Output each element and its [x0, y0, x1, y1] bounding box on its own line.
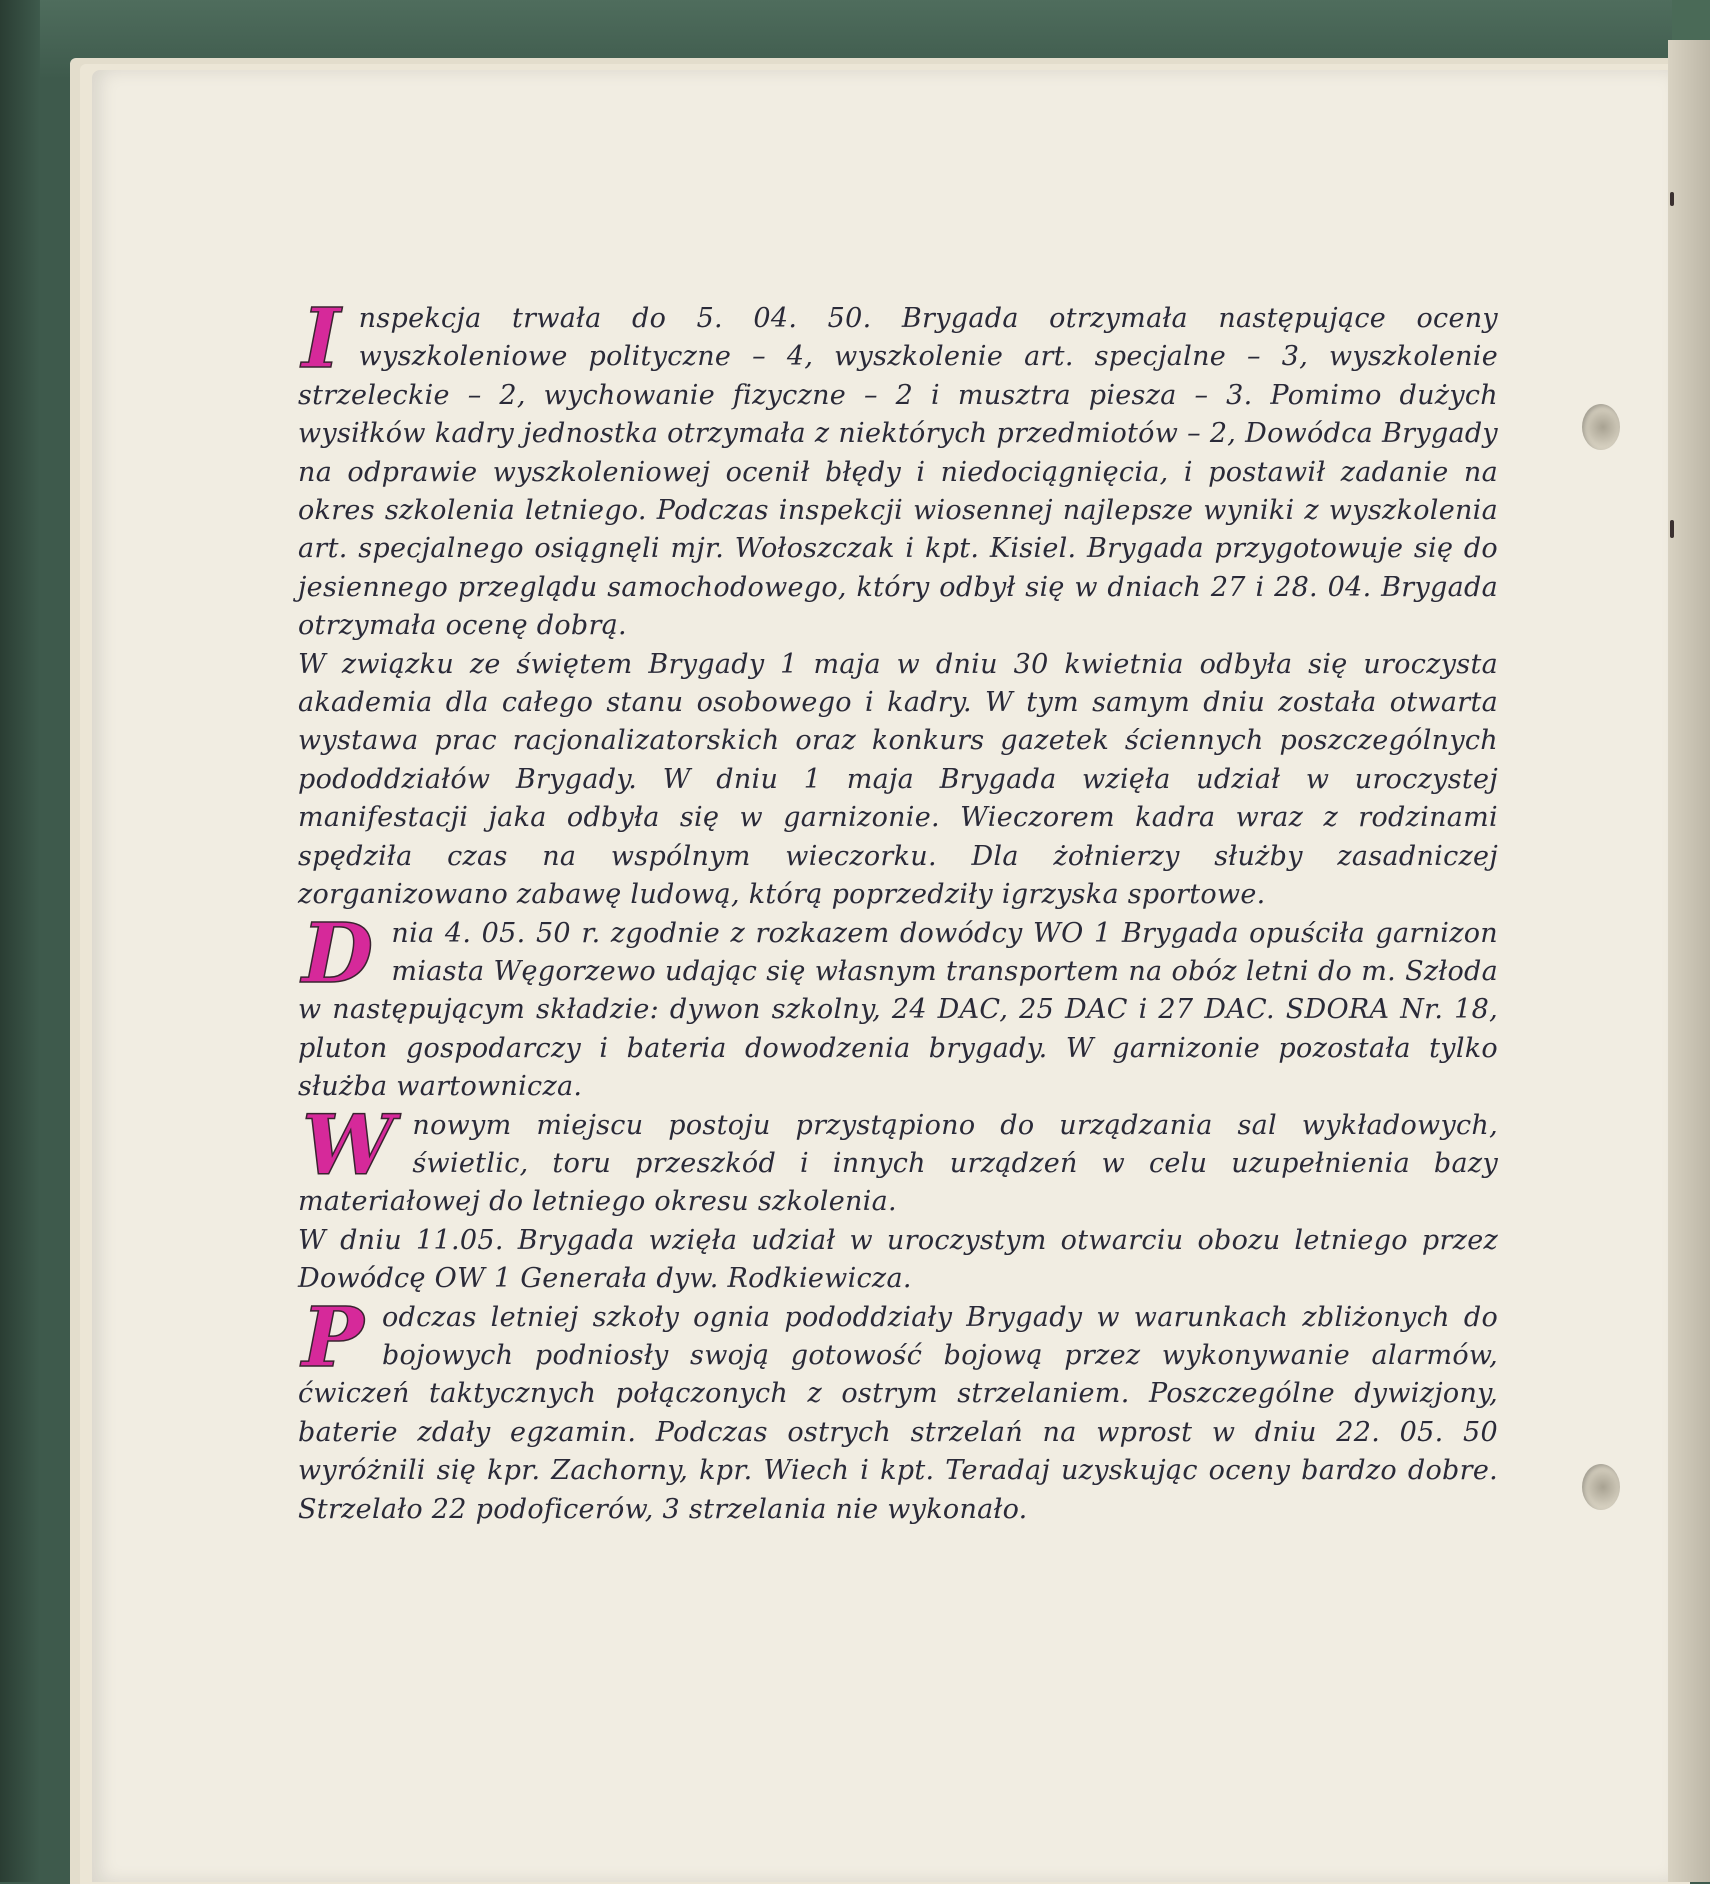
paragraph-text: W dniu 11.05. Brygada wzięła udział w uroczystym otwarciu obozu letniego przez Dowódcę OW 1 Generała dyw. Rodkiewicza.: [298, 1224, 1498, 1295]
handwritten-text: [298, 291, 1498, 1529]
pencil-mark: [1670, 192, 1674, 206]
paragraph-inspection: [298, 291, 1498, 646]
paragraph-text: nowym miejscu postoju przystąpiono do urządzania sal wykładowych, świetlic, toru przeszkód i innych urządzeń w celu uzupełnienia bazy materiałowej do letniego okresu szkolenia.: [298, 1109, 1498, 1218]
paragraph-text: nspekcja trwała do 5. 04. 50. Brygada otrzymała następujące oceny wyszkoleniowe polityczne – 4, wyszkolenie art. specjalne – 3, wyszkolenie strzeleckie – 2, wychowanie fizyczne – 2 i musztra piesza – 3. Pomimo dużych wysiłków kadry jednostka otrzymała z niektórych przedmiotów – 2, Dowódca Brygady na odprawie wyszkoleniowej ocenił błędy i niedociągnięcia, i postawił zadanie na okres szkolenia letniego. Podczas inspekcji wiosennej najlepsze wyniki z wyszkolenia art. specjalnego osiągnęli mjr. Wołoszczak i kpt. Kisiel. Brygada przygotowuje się do jesiennego przeglądu samochodowego, który odbył się w dniach 27 i 28. 04. Brygada otrzymała ocenę dobrą.: [298, 303, 1498, 642]
paragraph-new-quarters: [298, 1097, 1498, 1222]
pencil-mark: [1670, 520, 1674, 538]
paragraph-text: W związku ze świętem Brygady 1 maja w dniu 30 kwietnia odbyła się uroczysta akademia dla całego stanu osobowego i kadry. W tym samym dniu została otwarta wystawa prac racjonalizatorskich oraz konkurs gazetek ściennych poszczególnych pododdziałów Brygady. W dniu 1 maja Brygada wzięła udział w uroczystej manifestacji jaka odbyła się w garnizonie. Wieczorem kadra wraz z rodzinami spędziła czas na wspólnym wieczorku. Dla żołnierzy służby zasadniczej zorganizowano zabawę ludową, którą poprzedziły igrzyska sportowe.: [298, 648, 1498, 911]
binder-cover-edge: [0, 0, 40, 1882]
illuminated-initial: D: [302, 905, 374, 1002]
illuminated-initial: I: [302, 291, 341, 387]
paragraph-camp-opening: [298, 1222, 1498, 1299]
paragraph-text: nia 4. 05. 50 r. zgodnie z rozkazem dowódcy WO 1 Brygada opuściła garnizon miasta Węgorzewo udając się własnym transportem na obóz letni do m. Szłoda w następującym składzie: dywon szkolny, 24 DAC, 25 DAC i 27 DAC. SDORA Nr. 18, pluton gospodarczy i bateria dowodzenia brygady. W garnizonie pozostała tylko służba wartownicza.: [298, 917, 1498, 1103]
page-spine: [1668, 40, 1710, 1882]
paragraph-may-holiday: [298, 646, 1498, 915]
paragraph-summer-camp-departure: [298, 905, 1498, 1107]
paragraph-text: odczas letniej szkoły ognia pododdziały Brygady w warunkach zbliżonych do bojowych podniosły swoją gotowość bojową przez wykonywanie alarmów, ćwiczeń taktycznych połączonych z ostrym strzelaniem. Poszczególne dywizjony, baterie zdały egzamin. Podczas ostrych strzelań na wprost w dniu 22. 05. 50 wyróżnili się kpr. Zachorny, kpr. Wiech i kpt. Teradaj uzyskując oceny bardzo dobre. Strzelało 22 podoficerów, 3 strzelania nie wykonało.: [298, 1301, 1498, 1525]
punch-hole-top: [1582, 404, 1620, 450]
illuminated-initial: W: [302, 1097, 395, 1194]
punch-hole-bottom: [1582, 1464, 1620, 1510]
paragraph-firing-school: [298, 1289, 1498, 1529]
illuminated-initial: P: [302, 1289, 364, 1386]
